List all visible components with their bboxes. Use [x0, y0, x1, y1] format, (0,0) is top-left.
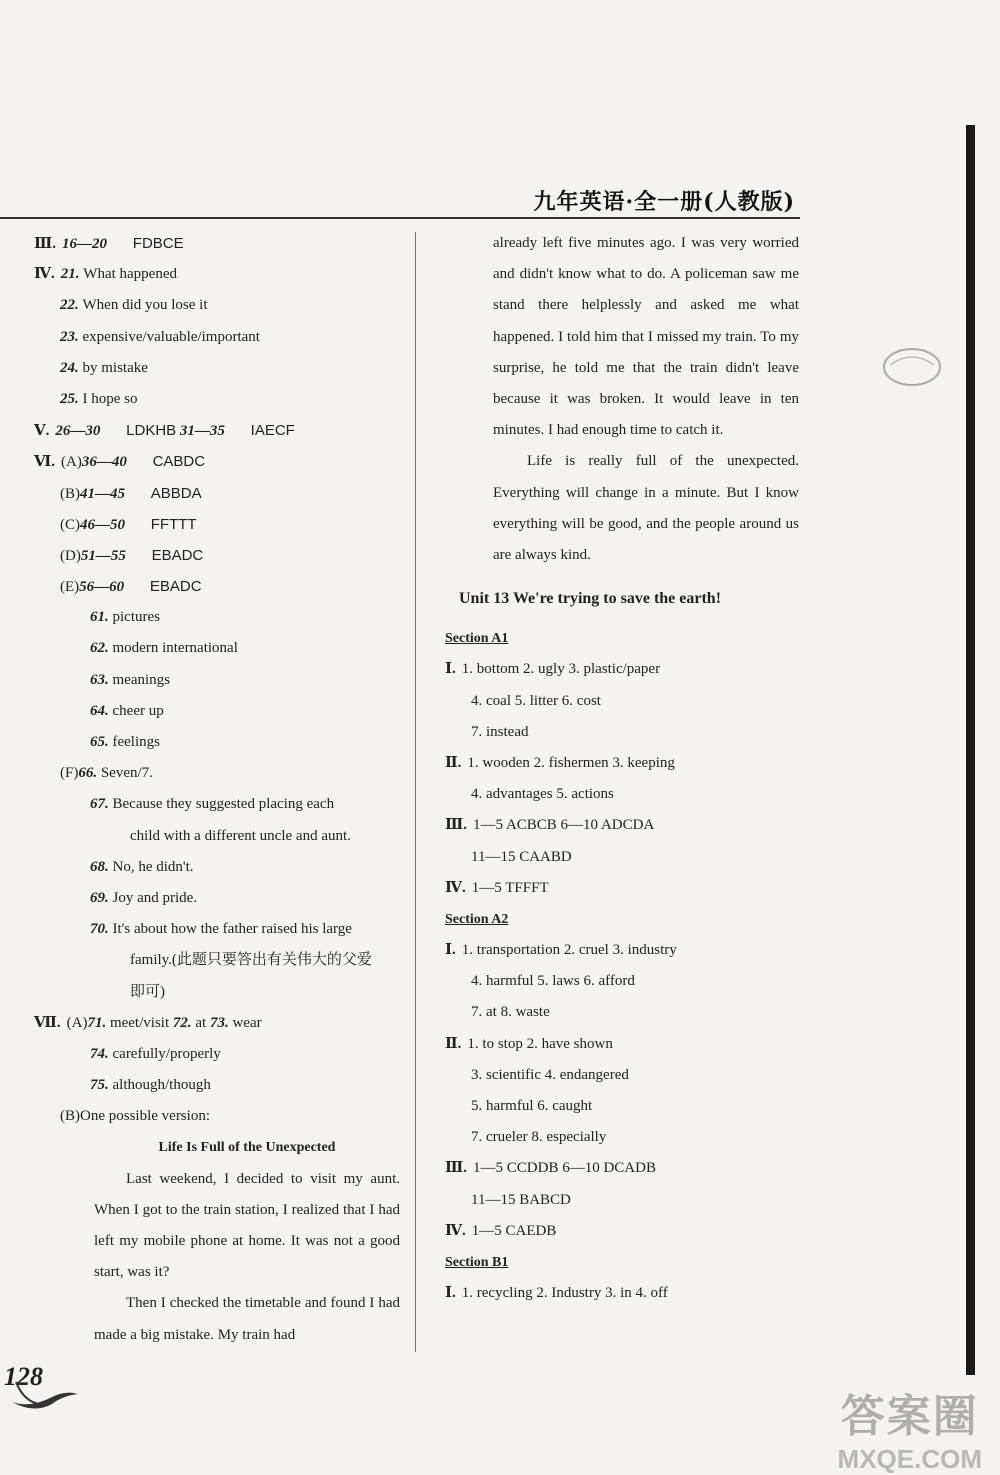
answer-text: 1—5 CCDDB 6—10 DCADB	[473, 1160, 656, 1177]
answer-text: 1—5 TFFFT	[471, 879, 549, 896]
essay-paragraph: Then I checked the timetable and found I had made a big mistake. My train had	[94, 1295, 400, 1343]
subpart-label: (C)	[60, 516, 80, 533]
answer-line	[34, 571, 404, 602]
answer-text: feelings	[112, 734, 160, 750]
subpart-label: (A)	[61, 454, 82, 471]
question-number: 62.	[90, 640, 113, 657]
question-number: 63.	[90, 671, 113, 688]
answer-line	[445, 1153, 805, 1184]
answer-line	[445, 717, 805, 748]
watermark-url: MXQE.COM	[837, 1444, 982, 1474]
question-number: 41—45	[80, 485, 129, 502]
roman-numeral: Ⅵ.	[34, 454, 55, 471]
answer-line	[445, 1060, 805, 1091]
answer-line	[34, 945, 404, 976]
page-number: 128	[4, 1362, 43, 1391]
left-column	[34, 228, 404, 1351]
answer-line	[445, 810, 805, 841]
answer-text: 7. at 8. waste	[471, 1004, 550, 1021]
subpart-label: (F)	[60, 765, 79, 782]
subpart-label: (E)	[60, 579, 80, 596]
answer-text: family.(此题只要答出有关伟大的父爱	[130, 952, 372, 969]
answer-text: 3. scientific 4. endangered	[471, 1066, 629, 1083]
answer-text: child with a different uncle and aunt.	[130, 827, 351, 844]
answer-text: 1. transportation 2. cruel 3. industry	[461, 942, 677, 959]
question-number: 26—30	[55, 423, 105, 440]
question-number: 22.	[60, 297, 83, 314]
question-number: 72.	[169, 1014, 196, 1031]
answer-text: 11—15 CAABD	[471, 848, 572, 865]
answer-text: cheer up	[112, 702, 164, 719]
column-divider	[415, 232, 416, 1352]
answer-text: by mistake	[82, 359, 148, 376]
watermark-logo: 答案圈	[840, 1391, 979, 1442]
roman-numeral: Ⅴ.	[34, 423, 50, 440]
answer-text: 7. instead	[471, 723, 529, 740]
question-number: 71.	[87, 1014, 110, 1031]
answer-text: 5. harmful 6. caught	[471, 1098, 593, 1115]
answer-line	[445, 935, 805, 966]
answer-text: I hope so	[82, 390, 138, 407]
answer-line	[445, 686, 805, 717]
answer-text: 4. advantages 5. actions	[471, 786, 614, 803]
answer-line	[34, 509, 404, 540]
question-number: 51—55	[80, 547, 130, 564]
answer-line	[34, 727, 404, 758]
answer-text: 7. crueler 8. especially	[471, 1129, 607, 1146]
answer-line	[34, 883, 404, 914]
answer-text: LDKHB	[126, 422, 177, 440]
question-number: 75.	[90, 1077, 113, 1094]
answer-line	[445, 1029, 805, 1060]
roman-numeral: Ⅱ.	[445, 1035, 462, 1052]
answer-line	[34, 633, 404, 664]
answer-line	[445, 1216, 805, 1247]
answer-text: EBADC	[149, 578, 202, 596]
answer-line	[445, 748, 805, 779]
answer-text: meanings	[112, 671, 170, 688]
answer-text: wear	[232, 1014, 262, 1031]
answer-line	[34, 1008, 404, 1039]
question-number: 24.	[60, 359, 83, 376]
book-title: 九年英语·全一册(人教版)	[533, 189, 795, 215]
answer-text: 1. to stop 2. have shown	[467, 1035, 613, 1052]
question-number: 70.	[90, 921, 113, 938]
binding-spine	[966, 125, 975, 1375]
answer-line	[34, 1070, 404, 1101]
roman-numeral: Ⅳ.	[445, 879, 466, 896]
right-column	[445, 228, 805, 1309]
question-number: 67.	[90, 796, 113, 813]
question-number: 46—50	[80, 516, 129, 533]
answer-line	[34, 446, 404, 477]
answer-text: No, he didn't.	[112, 858, 194, 875]
stamp-seal	[880, 345, 944, 389]
question-number: 64.	[90, 702, 113, 719]
answer-text: It's about how the father raised his large	[112, 921, 352, 938]
answer-line	[445, 873, 805, 904]
answer-line	[445, 654, 805, 685]
answer-text: IAECF	[250, 422, 295, 440]
question-number: 66.	[78, 765, 101, 782]
answer-line	[34, 322, 404, 353]
answer-line	[34, 914, 404, 945]
roman-numeral: Ⅰ.	[445, 1285, 456, 1302]
roman-numeral: Ⅰ.	[445, 942, 456, 959]
answer-line	[34, 384, 404, 415]
header-rule	[0, 217, 800, 219]
roman-numeral: Ⅲ.	[445, 817, 468, 834]
question-number: 65.	[90, 734, 113, 750]
answer-text: 4. harmful 5. laws 6. afford	[471, 973, 635, 990]
question-number: 25.	[60, 390, 83, 407]
essay-title: Life Is Full of the Unexpected	[158, 1140, 336, 1156]
question-number: 56—60	[79, 579, 128, 596]
answer-line	[34, 540, 404, 571]
answer-line	[445, 966, 805, 997]
answer-text: although/though	[112, 1077, 211, 1094]
answer-text: 11—15 BABCD	[471, 1191, 571, 1208]
roman-numeral: Ⅱ.	[445, 754, 462, 771]
roman-numeral: Ⅰ.	[445, 661, 456, 678]
answer-line	[34, 415, 404, 446]
answer-text: modern international	[112, 640, 238, 657]
answer-text: When did you lose it	[82, 297, 208, 314]
question-number: 69.	[90, 889, 113, 906]
answer-line	[34, 852, 404, 883]
subpart-label: (B)	[60, 485, 80, 502]
answer-line	[445, 779, 805, 810]
section-title: Section A2	[445, 911, 509, 927]
answer-line	[445, 1278, 805, 1309]
subpart-label: (A)	[66, 1014, 88, 1031]
section-title: Section A1	[445, 631, 509, 647]
answer-line	[34, 977, 404, 1008]
answer-line	[34, 696, 404, 727]
answer-text: Joy and pride.	[112, 889, 198, 906]
answer-line	[34, 1039, 404, 1070]
essay-paragraph: Last weekend, I decided to visit my aunt. When I got to the train station, I realized that I had left my mobile phone at home. It was not a good start, was it?	[94, 1170, 400, 1281]
question-number: 73.	[206, 1014, 233, 1031]
question-number: 74.	[90, 1045, 113, 1062]
essay-paragraph: already left five minutes ago. I was very worried and didn't know what to do. A policeman saw me stand there helplessly and asked me what happened. I told him that I missed my train. To my surprise, he told me that the train didn't leave because it was broken. It would leave in ten minutes. I had enough time to catch it.	[493, 235, 799, 439]
answer-line	[34, 353, 404, 384]
answer-text: FFTTT	[150, 515, 197, 533]
answer-text: FDBCE	[132, 235, 184, 252]
answer-text: 1. wooden 2. fishermen 3. keeping	[467, 754, 675, 771]
answer-text: at	[195, 1014, 207, 1031]
question-number: 36—40	[81, 454, 131, 471]
answer-text: ABBDA	[150, 484, 202, 502]
answer-text: 4. coal 5. litter 6. cost	[471, 692, 601, 709]
section-title: Section B1	[445, 1254, 509, 1270]
answer-text: meet/visit	[109, 1014, 170, 1031]
answer-line	[34, 259, 404, 290]
answer-text: Seven/7.	[100, 765, 153, 782]
answer-text: Because they suggested placing each	[112, 796, 335, 813]
answer-line	[445, 1091, 805, 1122]
answer-line	[34, 1101, 404, 1132]
answer-line	[34, 478, 404, 509]
answer-line	[445, 1122, 805, 1153]
answer-text: expensive/valuable/important	[82, 328, 260, 345]
subpart-label: (D)	[60, 547, 81, 564]
roman-numeral: Ⅳ.	[445, 1222, 466, 1239]
subpart-label: (B)	[60, 1108, 80, 1125]
question-number: 16—20	[62, 236, 111, 252]
answer-line	[34, 228, 404, 259]
answer-line	[34, 789, 404, 820]
answer-line	[34, 602, 404, 633]
leaf-ornament-icon	[10, 1372, 80, 1412]
question-number: 23.	[60, 328, 83, 345]
question-number: 61.	[90, 609, 113, 626]
question-number: 68.	[90, 858, 113, 875]
answer-line	[445, 997, 805, 1028]
unit-title: Unit 13 We're trying to save the earth!	[459, 590, 722, 608]
answer-line	[34, 665, 404, 696]
answer-text: CABDC	[152, 453, 206, 471]
roman-numeral: Ⅲ.	[34, 236, 57, 252]
answer-text: 1—5 ACBCB 6—10 ADCDA	[473, 817, 655, 834]
question-number: 31—35	[176, 423, 229, 440]
answer-line	[34, 821, 404, 852]
answer-line	[34, 758, 404, 789]
answer-text: What happened	[83, 266, 177, 283]
answer-text: 1. recycling 2. Industry 3. in 4. off	[461, 1285, 668, 1302]
answer-text: 1. bottom 2. ugly 3. plastic/paper	[461, 661, 661, 678]
essay-paragraph: Life is really full of the unexpected. Everything will change in a minute. But I know everything will be good, and the people around us are always kind.	[493, 453, 799, 564]
roman-numeral: Ⅲ.	[445, 1160, 468, 1177]
answer-text: pictures	[112, 609, 160, 626]
roman-numeral: Ⅳ.	[34, 266, 55, 283]
roman-numeral: Ⅶ.	[34, 1014, 61, 1031]
answer-text: 即可)	[130, 983, 165, 1000]
question-number: 21.	[60, 266, 84, 283]
answer-text: One possible version:	[80, 1108, 210, 1125]
watermark	[838, 1380, 982, 1475]
answer-line	[34, 290, 404, 321]
answer-line	[445, 842, 805, 873]
answer-text: EBADC	[151, 546, 204, 564]
answer-text: carefully/properly	[112, 1045, 221, 1062]
answer-line	[445, 1185, 805, 1216]
answer-text: 1—5 CAEDB	[471, 1222, 557, 1239]
